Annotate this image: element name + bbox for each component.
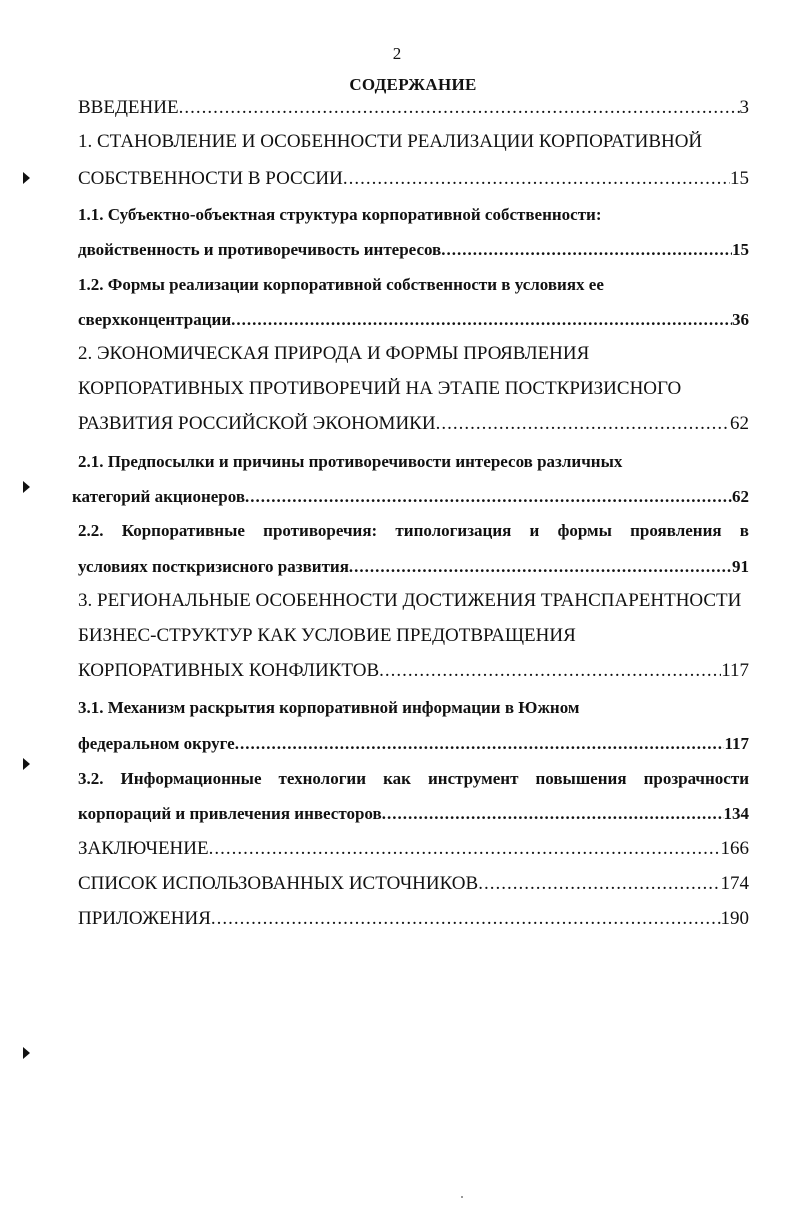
toc-entry-page: 15: [732, 240, 749, 259]
toc-entry-label: сверхконцентрации: [78, 310, 232, 329]
toc-entry-appendix[interactable]: [78, 908, 749, 930]
binding-marker-icon: [23, 758, 30, 770]
toc-entry-label: категорий акционеров: [72, 487, 246, 506]
toc-entry-page: 190: [720, 908, 749, 929]
dot-leader: [211, 908, 721, 930]
dot-leader: [235, 733, 725, 755]
toc-entry-label: СОБСТВЕННОСТИ В РОССИИ: [78, 168, 343, 189]
dot-leader: [379, 660, 721, 682]
dot-leader: [349, 556, 732, 578]
toc-entry-s32[interactable]: [78, 803, 749, 825]
toc-entry-s12-line1[interactable]: 1.2. Формы реализации корпоративной собственности в условиях ее: [78, 275, 604, 294]
toc-entry-s21[interactable]: [72, 486, 749, 508]
toc-entry-label: КОРПОРАТИВНЫХ КОНФЛИКТОВ: [78, 660, 380, 681]
toc-entry-label: ПРИЛОЖЕНИЯ: [78, 908, 211, 929]
toc-entry-page: 117: [724, 734, 749, 753]
binding-marker-icon: [23, 481, 30, 493]
toc-entry-page: 3: [739, 97, 749, 118]
toc-entry-s31[interactable]: [78, 733, 749, 755]
toc-entry-label: СПИСОК ИСПОЛЬЗОВАННЫХ ИСТОЧНИКОВ: [78, 873, 479, 894]
toc-entry-s32-line1[interactable]: 3.2. Информационные технологии как инструмент повышения прозрачности: [78, 769, 749, 788]
toc-entry-page: 15: [730, 168, 749, 189]
toc-entry-s22-line1[interactable]: 2.2. Корпоративные противоречия: типологизация и формы проявления в: [78, 521, 749, 540]
toc-entry-ch1[interactable]: [78, 168, 749, 190]
page-number: 2: [392, 44, 402, 63]
toc-entry-label: РАЗВИТИЯ РОССИЙСКОЙ ЭКОНОМИКИ: [78, 413, 436, 434]
toc-entry-ch3[interactable]: [78, 660, 749, 682]
toc-entry-s22[interactable]: [78, 556, 749, 578]
dot-leader: [343, 168, 730, 190]
toc-entry-s12[interactable]: [78, 309, 749, 331]
toc-entry-s21-line1[interactable]: 2.1. Предпосылки и причины противоречивости интересов различных: [78, 452, 623, 471]
toc-entry-sources[interactable]: [78, 873, 749, 895]
toc-entry-ch2[interactable]: [78, 413, 749, 435]
toc-title: СОДЕРЖАНИЕ: [349, 75, 477, 94]
toc-entry-page: 62: [732, 487, 749, 506]
toc-entry-page: 91: [732, 557, 749, 576]
binding-marker-icon: [23, 1047, 30, 1059]
toc-entry-label: ЗАКЛЮЧЕНИЕ: [78, 838, 209, 859]
toc-entry-label: федеральном округе: [78, 734, 235, 753]
toc-entry-label: условиях посткризисного развития: [78, 557, 349, 576]
toc-entry-ch2-line1[interactable]: 2. ЭКОНОМИЧЕСКАЯ ПРИРОДА И ФОРМЫ ПРОЯВЛЕНИЯ: [78, 343, 590, 364]
dot-leader: [436, 413, 730, 435]
toc-entry-page: 134: [723, 804, 749, 823]
toc-entry-page: 166: [720, 838, 749, 859]
toc-entry-page: 62: [730, 413, 749, 434]
toc-entry-conclusion[interactable]: [78, 838, 749, 860]
toc-entry-ch3-line1[interactable]: 3. РЕГИОНАЛЬНЫЕ ОСОБЕННОСТИ ДОСТИЖЕНИЯ ТРАНСПАРЕНТНОСТИ: [78, 590, 742, 611]
dot-leader: [231, 309, 732, 331]
toc-entry-page: 36: [732, 310, 749, 329]
scan-speck: [461, 1196, 463, 1198]
toc-entry-s11[interactable]: [78, 239, 749, 261]
toc-entry-ch1-line1[interactable]: 1. СТАНОВЛЕНИЕ И ОСОБЕННОСТИ РЕАЛИЗАЦИИ КОРПОРАТИВНОЙ: [78, 131, 703, 152]
toc-entry-ch3-line2[interactable]: БИЗНЕС-СТРУКТУР КАК УСЛОВИЕ ПРЕДОТВРАЩЕНИЯ: [78, 625, 576, 646]
toc-entry-intro[interactable]: [78, 97, 749, 119]
binding-marker-icon: [23, 172, 30, 184]
dot-leader: [209, 838, 721, 860]
dot-leader: [245, 486, 732, 508]
toc-entry-label: двойственность и противоречивость интересов: [78, 240, 442, 259]
toc-entry-ch2-line2[interactable]: КОРПОРАТИВНЫХ ПРОТИВОРЕЧИЙ НА ЭТАПЕ ПОСТКРИЗИСНОГО: [78, 378, 682, 399]
dot-leader: [478, 873, 720, 895]
dot-leader: [382, 803, 724, 825]
toc-entry-label: ВВЕДЕНИЕ: [78, 97, 179, 118]
toc-entry-label: корпораций и привлечения инвесторов: [78, 804, 382, 823]
toc-entry-page: 117: [721, 660, 749, 681]
dot-leader: [179, 97, 740, 119]
dot-leader: [441, 239, 732, 261]
toc-entry-s11-line1[interactable]: 1.1. Субъектно-объектная структура корпоративной собственности:: [78, 205, 602, 224]
toc-entry-page: 174: [720, 873, 749, 894]
toc-entry-s31-line1[interactable]: 3.1. Механизм раскрытия корпоративной информации в Южном: [78, 698, 580, 717]
